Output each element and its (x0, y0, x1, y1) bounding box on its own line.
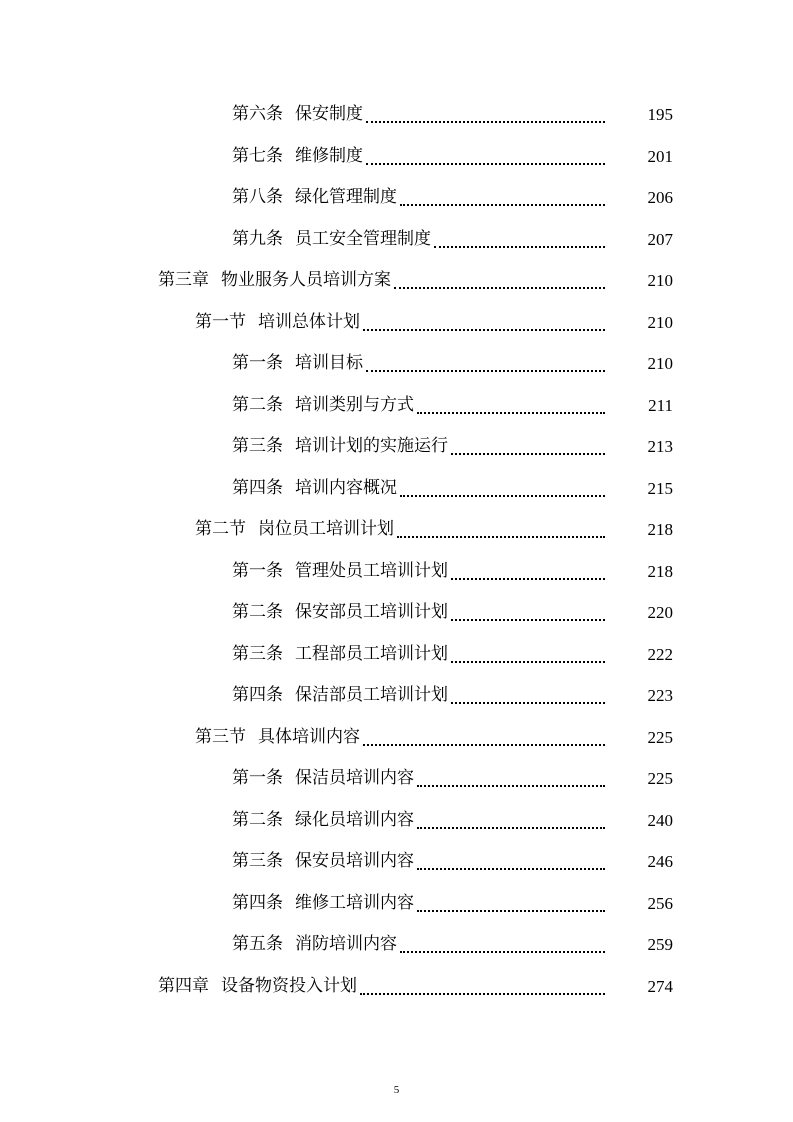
toc-entry-number: 第三条 (232, 851, 283, 872)
toc-entry-title: 保洁员培训内容 (295, 768, 414, 789)
toc-dot-leader (363, 328, 605, 331)
toc-entry-page: 211 (648, 395, 673, 415)
toc-entry-number: 第四条 (232, 892, 283, 913)
toc-entry[interactable] (0, 509, 793, 551)
toc-entry-title: 绿化员培训内容 (295, 809, 414, 830)
toc-entry-title: 维修工培训内容 (295, 892, 414, 913)
toc-entry-number: 第三节 (195, 726, 246, 747)
toc-entry-page: 225 (647, 769, 673, 789)
toc-dot-leader (397, 535, 605, 538)
toc-entry[interactable] (0, 343, 793, 385)
toc-entry-page: 195 (647, 105, 673, 125)
toc-entry-title: 设备物资投入计划 (221, 975, 357, 996)
toc-entry-title: 维修制度 (295, 145, 363, 166)
toc-dot-leader (417, 826, 605, 829)
toc-entry[interactable] (0, 800, 793, 842)
toc-entry-number: 第七条 (232, 145, 283, 166)
toc-entry-page: 218 (647, 520, 673, 540)
toc-entry[interactable] (0, 924, 793, 966)
toc-entry-number: 第一节 (195, 311, 246, 332)
toc-entry-number: 第四条 (232, 685, 283, 706)
toc-dot-leader (400, 950, 605, 953)
toc-entry-number: 第五条 (232, 934, 283, 955)
table-of-contents (0, 94, 793, 1007)
toc-entry-number: 第一条 (232, 768, 283, 789)
toc-dot-leader (400, 203, 605, 206)
toc-entry[interactable] (0, 468, 793, 510)
toc-entry-number: 第六条 (232, 104, 283, 125)
toc-entry-number: 第八条 (232, 187, 283, 208)
toc-entry-page: 223 (647, 686, 673, 706)
toc-entry[interactable] (0, 136, 793, 178)
toc-dot-leader (363, 743, 605, 746)
toc-entry[interactable] (0, 675, 793, 717)
toc-entry-page: 240 (647, 810, 673, 830)
toc-entry-title: 培训计划的实施运行 (295, 436, 448, 457)
toc-dot-leader (417, 411, 605, 414)
toc-dot-leader (366, 369, 605, 372)
toc-entry-page: 274 (647, 976, 673, 996)
page-number: 5 (393, 1084, 400, 1096)
toc-entry-title: 物业服务人员培训方案 (221, 270, 391, 291)
toc-dot-leader (451, 618, 605, 621)
toc-entry-title: 岗位员工培训计划 (258, 519, 394, 540)
toc-entry[interactable] (0, 385, 793, 427)
toc-entry-page: 210 (647, 271, 673, 291)
toc-entry-page: 225 (647, 727, 673, 747)
toc-entry-number: 第四章 (158, 975, 209, 996)
toc-entry-title: 保安部员工培训计划 (295, 602, 448, 623)
toc-entry-title: 管理处员工培训计划 (295, 560, 448, 581)
toc-entry[interactable] (0, 592, 793, 634)
toc-entry-page: 215 (647, 478, 673, 498)
toc-entry-page: 259 (647, 935, 673, 955)
toc-entry[interactable] (0, 426, 793, 468)
toc-dot-leader (417, 909, 605, 912)
toc-entry[interactable] (0, 758, 793, 800)
toc-entry-number: 第三条 (232, 643, 283, 664)
toc-entry-title: 工程部员工培训计划 (295, 643, 448, 664)
toc-entry-number: 第三条 (232, 436, 283, 457)
toc-entry-page: 222 (647, 644, 673, 664)
toc-dot-leader (360, 992, 605, 995)
toc-entry-page: 201 (647, 146, 673, 166)
toc-entry-page: 213 (647, 437, 673, 457)
toc-entry[interactable] (0, 551, 793, 593)
toc-entry[interactable] (0, 260, 793, 302)
toc-entry-page: 206 (647, 188, 673, 208)
toc-entry-page: 210 (647, 312, 673, 332)
toc-dot-leader (417, 784, 605, 787)
toc-entry-page: 246 (647, 852, 673, 872)
toc-entry-number: 第一条 (232, 560, 283, 581)
toc-entry-page: 256 (647, 893, 673, 913)
toc-entry-number: 第三章 (158, 270, 209, 291)
toc-dot-leader (394, 286, 605, 289)
toc-entry[interactable] (0, 94, 793, 136)
toc-entry-number: 第四条 (232, 477, 283, 498)
toc-entry-number: 第二条 (232, 602, 283, 623)
toc-entry-title: 培训类别与方式 (295, 394, 414, 415)
toc-entry[interactable] (0, 302, 793, 344)
toc-entry-number: 第二条 (232, 394, 283, 415)
toc-dot-leader (417, 867, 605, 870)
toc-entry-title: 保安制度 (295, 104, 363, 125)
toc-entry-page: 210 (647, 354, 673, 374)
toc-entry-title: 绿化管理制度 (295, 187, 397, 208)
toc-entry[interactable] (0, 841, 793, 883)
toc-entry-title: 员工安全管理制度 (295, 228, 431, 249)
toc-entry[interactable] (0, 177, 793, 219)
toc-entry-title: 培训目标 (295, 353, 363, 374)
toc-entry-title: 保洁部员工培训计划 (295, 685, 448, 706)
toc-entry[interactable] (0, 717, 793, 759)
toc-entry-number: 第一条 (232, 353, 283, 374)
toc-dot-leader (451, 660, 605, 663)
toc-entry[interactable] (0, 883, 793, 925)
toc-entry[interactable] (0, 966, 793, 1008)
toc-entry-page: 220 (647, 603, 673, 623)
toc-entry-number: 第九条 (232, 228, 283, 249)
toc-dot-leader (400, 494, 605, 497)
toc-dot-leader (451, 577, 605, 580)
toc-dot-leader (434, 245, 605, 248)
toc-entry-title: 培训总体计划 (258, 311, 360, 332)
toc-entry-number: 第二节 (195, 519, 246, 540)
toc-entry-title: 具体培训内容 (258, 726, 360, 747)
toc-dot-leader (366, 120, 605, 123)
toc-entry[interactable] (0, 219, 793, 261)
toc-entry-title: 培训内容概况 (295, 477, 397, 498)
toc-dot-leader (366, 162, 605, 165)
toc-entry[interactable] (0, 634, 793, 676)
toc-entry-number: 第二条 (232, 809, 283, 830)
toc-dot-leader (451, 701, 605, 704)
toc-entry-page: 218 (647, 561, 673, 581)
toc-dot-leader (451, 452, 605, 455)
toc-entry-title: 保安员培训内容 (295, 851, 414, 872)
toc-entry-page: 207 (647, 229, 673, 249)
toc-entry-title: 消防培训内容 (295, 934, 397, 955)
